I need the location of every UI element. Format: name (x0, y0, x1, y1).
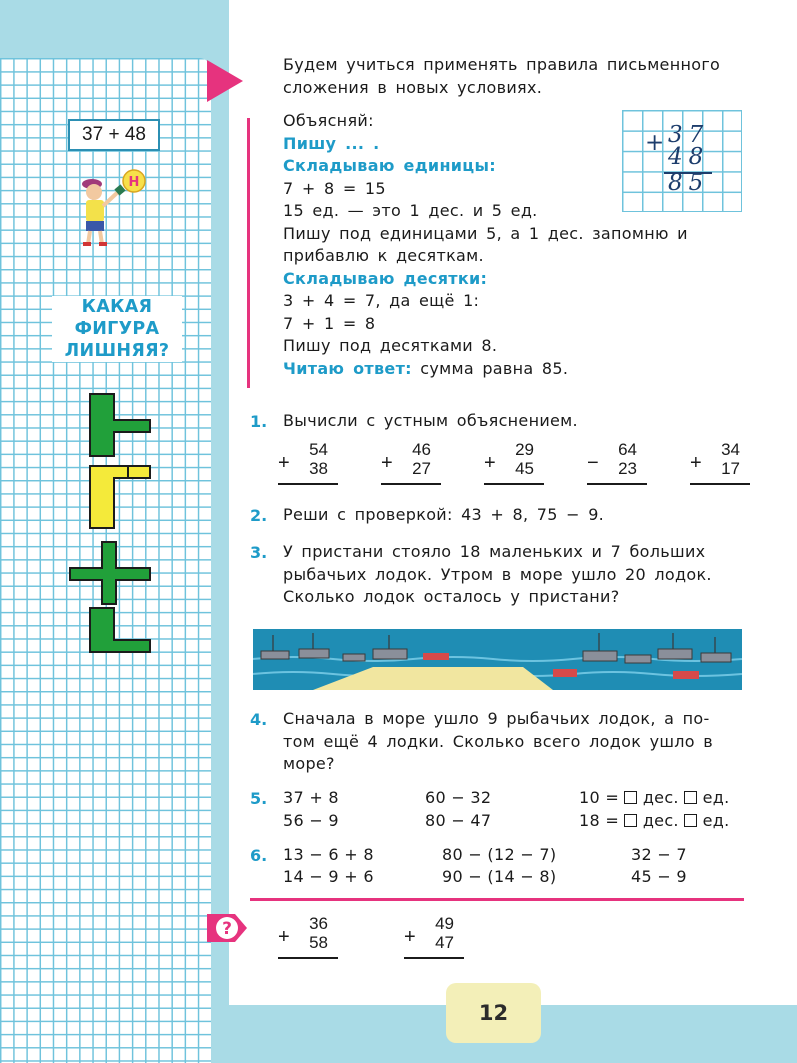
answer-box[interactable] (624, 814, 637, 827)
op-sign: + (484, 452, 496, 474)
op-bottom: 47 (435, 933, 454, 952)
task4-line: море? (283, 754, 335, 773)
op-line (278, 957, 338, 959)
task-number: 5. (250, 789, 268, 808)
question-badge-icon (207, 908, 247, 948)
task4-text (283, 708, 753, 776)
intro-line-1: Будем учиться применять правила письменного (283, 55, 721, 74)
page-number-tab (446, 983, 541, 1043)
op-top: 64 (618, 440, 637, 459)
question-line-1: КАКАЯ (81, 297, 153, 317)
bonus-column-op (404, 916, 464, 964)
task-number: 1. (250, 412, 268, 431)
grid-plus-sign: + (645, 130, 665, 156)
op-top: 29 (515, 440, 534, 459)
op-sign: + (690, 452, 702, 474)
task-number: 2. (250, 506, 268, 525)
task4-line: Сначала в море ушло 9 рыбачьих лодок, а по- (283, 709, 710, 728)
explain-line: 7 + 8 = 15 (283, 178, 386, 198)
task5-expr: 80 − 47 (425, 811, 492, 830)
task-number: 3. (250, 543, 268, 562)
decomp-number: 10 = (579, 788, 625, 807)
expression-text: 37 + 48 (82, 124, 146, 145)
task2-text: Реши с проверкой: 43 + 8, 75 − 9. (283, 505, 605, 524)
op-bottom: 45 (515, 459, 534, 478)
op-bottom: 17 (721, 459, 740, 478)
task6-expr: 90 − (14 − 8) (442, 867, 557, 886)
decomp-tens-label: дес. (637, 788, 685, 807)
task5-decomposition (579, 788, 729, 807)
answer-text: сумма равна 85. (411, 358, 569, 378)
grid-result-number: 85 (668, 170, 710, 196)
op-sign: + (278, 926, 290, 948)
task3-line: рыбачьих лодок. Утром в море ушло 20 лодок. (283, 564, 712, 584)
task-number: 6. (250, 846, 268, 865)
op-bottom: 38 (309, 459, 328, 478)
answer-box[interactable] (684, 814, 697, 827)
grid-bottom-number: 48 (668, 144, 710, 170)
explain-line: 3 + 4 = 7, да ещё 1: (283, 291, 480, 310)
badge-letter: Н (128, 175, 140, 190)
green-t-figure-1 (88, 392, 152, 458)
op-line (690, 483, 750, 485)
answer-line (283, 358, 753, 381)
explain-heading: Объясняй: (283, 111, 374, 130)
task3-line: Сколько лодок осталось у пристани? (283, 587, 620, 606)
pink-arrow-marker (207, 60, 243, 102)
question-badge-text: ? (222, 919, 232, 939)
op-top: 49 (435, 914, 454, 933)
op-sign: + (278, 452, 290, 474)
explain-line: Пишу под десятками 8. (283, 336, 498, 355)
task5-expr: 56 − 9 (283, 811, 339, 830)
bonus-divider (250, 898, 744, 901)
explanation-rule (247, 118, 250, 388)
task6-expr: 14 − 9 + 6 (283, 867, 374, 886)
odd-figure-question (52, 296, 182, 362)
op-line (587, 483, 647, 485)
column-op (484, 442, 544, 490)
op-line (484, 483, 544, 485)
answer-label: Читаю ответ: (283, 358, 412, 378)
task6-expr: 32 − 7 (631, 845, 687, 864)
task5-expr: 37 + 8 (283, 788, 339, 807)
op-bottom: 27 (412, 459, 431, 478)
harbor-illustration (253, 629, 742, 690)
op-sign: + (381, 452, 393, 474)
decomp-units-label: ед. (697, 788, 730, 807)
intro-line-2: сложения в новых условиях. (283, 77, 543, 97)
op-line (381, 483, 441, 485)
op-sign: + (404, 926, 416, 948)
boy-with-flashlight-icon (72, 168, 152, 248)
task6-expr: 80 − (12 − 7) (442, 845, 557, 864)
page-number: 12 (478, 1001, 509, 1025)
question-line-3: ЛИШНЯЯ? (64, 341, 170, 361)
decomp-number: 18 = (579, 811, 625, 830)
grid-top-number: 37 (668, 122, 710, 148)
op-top: 54 (309, 440, 328, 459)
yellow-l-figure (88, 464, 152, 530)
op-line (404, 957, 464, 959)
expression-box (68, 119, 160, 151)
explain-line: прибавлю к десяткам. (283, 246, 484, 265)
column-op (690, 442, 750, 490)
lesson-intro (283, 54, 753, 99)
step-tens: Складываю десятки: (283, 268, 488, 288)
task6-expr: 45 − 9 (631, 867, 687, 886)
bonus-column-op (278, 916, 338, 964)
column-op (381, 442, 441, 490)
task5-decomposition (579, 811, 729, 830)
op-bottom: 23 (618, 459, 637, 478)
answer-box[interactable] (684, 791, 697, 804)
explain-line: 15 ед. — это 1 дес. и 5 ед. (283, 201, 538, 220)
task3-text (283, 541, 753, 609)
answer-box[interactable] (624, 791, 637, 804)
step-units: Складываю единицы: (283, 156, 496, 175)
op-top: 36 (309, 914, 328, 933)
task3-line: У пристани стояло 18 маленьких и 7 больших (283, 542, 706, 561)
op-top: 34 (721, 440, 740, 459)
op-bottom: 58 (309, 933, 328, 952)
op-line (278, 483, 338, 485)
explain-line: Пишу под единицами 5, а 1 дес. запомню и (283, 223, 688, 243)
op-top: 46 (412, 440, 431, 459)
green-l-figure (88, 590, 152, 656)
task-number: 4. (250, 710, 268, 729)
task1-text: Вычисли с устным объяснением. (283, 411, 578, 430)
op-sign: − (587, 452, 599, 474)
decomp-tens-label: дес. (637, 811, 685, 830)
step-write: Пишу ... . (283, 133, 380, 153)
explain-line: 7 + 1 = 8 (283, 313, 376, 333)
column-op (278, 442, 338, 490)
column-op (587, 442, 647, 490)
decomp-units-label: ед. (697, 811, 730, 830)
task4-line: том ещё 4 лодки. Сколько всего лодок ушло в (283, 731, 714, 751)
task6-expr: 13 − 6 + 8 (283, 845, 374, 864)
task5-expr: 60 − 32 (425, 788, 492, 807)
question-line-2: ФИГУРА (74, 319, 160, 339)
